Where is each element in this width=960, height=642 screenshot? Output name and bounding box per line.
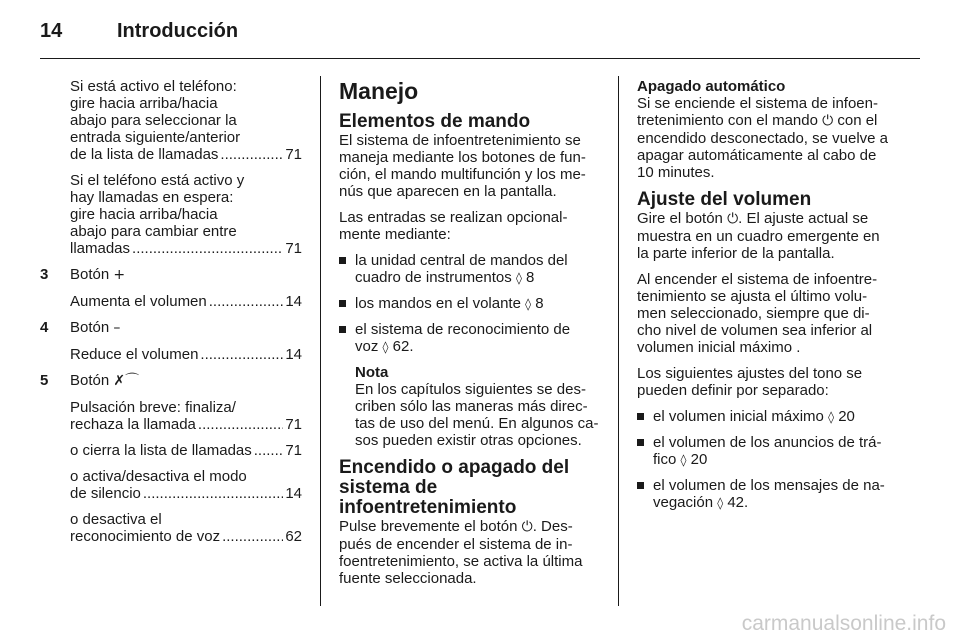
paragraph: Al encender el sistema de infoentre- tenimiento se ajusta el último volu- men seleccionado, siempre que di- cho nivel de volumen sea inferior al volumen inicial máximo . bbox=[637, 271, 878, 356]
item-3: 3 Botón + bbox=[40, 266, 126, 283]
page-ref[interactable]: 20 bbox=[838, 408, 855, 425]
column-1: Si está activo el teléfono: gire hacia arriba/hacia abajo para seleccionar la entrada siguiente/anterior de la lista de llamadas ..... 71 Si el teléfono está activo y hay llamadas en espera: gire hacia arriba/hacia abajo para cambiar entre llamadas ..... 71 3 Botón + Aumenta el volumen ..... 14 4 Botón – Reduce el volumen ..... 14 5 Botón ✗⌒ Pulsación breve: finaliza/ rechaza la llamada ..... 71 o cierra la lista de llamadas ..... 71 o activa/desactiva el modo de silencio ..... 14 o desactiva el reconocimiento de voz ..... 62 bbox=[40, 78, 302, 554]
toc-row: rechaza la llamada ..... 71 bbox=[70, 416, 302, 433]
page-ref-arrow-icon: ◊ bbox=[680, 453, 687, 467]
page-ref[interactable]: 42 bbox=[727, 494, 745, 511]
column-divider-2 bbox=[618, 76, 619, 606]
list-item: el volumen inicial máximo ◊ 20 bbox=[637, 408, 903, 426]
page-number: 14 bbox=[40, 20, 63, 42]
list-item: los mandos en el volante ◊ 8 bbox=[339, 295, 605, 313]
list-item: el volumen de los mensajes de na- vegación ◊ 42. bbox=[637, 477, 903, 512]
page-ref-arrow-icon: ◊ bbox=[828, 410, 835, 424]
page-ref[interactable]: 8 bbox=[535, 295, 544, 312]
header-divider bbox=[40, 58, 920, 59]
chapter-heading: Manejo bbox=[339, 78, 419, 104]
page-header bbox=[0, 0, 960, 58]
paragraph: Las entradas se realizan opcional- mente mediante: bbox=[339, 209, 568, 243]
section-title: Introducción bbox=[117, 20, 239, 42]
column-2 bbox=[339, 78, 605, 596]
toc-row: de silencio ..... 14 bbox=[70, 485, 302, 502]
subsection-heading: Apagado automático bbox=[637, 78, 786, 95]
page-ref-arrow-icon: ◊ bbox=[382, 340, 389, 354]
note-title: Nota bbox=[355, 364, 389, 381]
bullet-square-icon bbox=[339, 257, 346, 264]
page-ref[interactable]: 14 bbox=[285, 485, 302, 502]
page-ref[interactable]: 71 bbox=[285, 442, 302, 459]
toc-row: Aumenta el volumen ..... 14 bbox=[70, 293, 302, 310]
paragraph: El sistema de infoentretenimiento se maneja mediante los botones de fun- ción, el mando multifunción y los me- nús que aparecen en la pantalla. bbox=[339, 132, 586, 200]
bullet-square-icon bbox=[637, 413, 644, 420]
list-item: el sistema de reconocimiento de voz ◊ 62. bbox=[339, 321, 605, 356]
entry-scroll-calls: Si está activo el teléfono: gire hacia arriba/hacia abajo para seleccionar la entrada siguiente/anterior de la lista de llamadas ..... 71 bbox=[40, 78, 302, 163]
subsection-heading: Ajuste del volumen bbox=[637, 189, 812, 210]
power-icon: ⏻ bbox=[727, 211, 739, 227]
page-ref[interactable]: 71 bbox=[285, 240, 302, 257]
power-icon: ⏻ bbox=[521, 519, 533, 535]
page-ref[interactable]: 20 bbox=[690, 451, 708, 468]
page-ref[interactable]: 71 bbox=[285, 416, 302, 433]
mute-hangup-icon: ✗⌒ bbox=[113, 373, 140, 389]
toc-row: o cierra la lista de llamadas ..... 71 bbox=[70, 442, 302, 459]
item-number: 5 bbox=[40, 372, 49, 389]
page-ref[interactable]: 8 bbox=[526, 269, 535, 286]
note-box: Nota En los capítulos siguientes se des- criben sólo las maneras más direc- tas de uso del menú. En algunos ca- sos pueden existir otras opciones. bbox=[339, 364, 605, 449]
entry-switch-calls: Si el teléfono está activo y hay llamadas en espera: gire hacia arriba/hacia abajo para cambiar entre llamadas ..... 71 bbox=[40, 172, 302, 257]
toc-row: llamadas ..... 71 bbox=[70, 240, 302, 257]
bullet-square-icon bbox=[637, 439, 644, 446]
bullet-square-icon bbox=[339, 326, 346, 333]
item-number: 3 bbox=[40, 266, 49, 283]
page-ref[interactable]: 62 bbox=[285, 528, 302, 545]
paragraph: Si se enciende el sistema de infoen- tretenimiento con el mando ⏻ con el encendido desconectado, se vuelve a apagar automáticamente al cabo de 10 minutes. bbox=[637, 95, 889, 181]
minus-icon: – bbox=[113, 320, 121, 336]
column-divider-1 bbox=[320, 76, 321, 606]
paragraph: Los siguientes ajustes del tono se pueden definir por separado: bbox=[637, 365, 863, 399]
column-3 bbox=[637, 78, 903, 520]
page-ref[interactable]: 14 bbox=[285, 293, 302, 310]
watermark: carmanualsonline.info bbox=[741, 612, 946, 635]
toc-row: Reduce el volumen ..... 14 bbox=[70, 346, 302, 363]
list-item: la unidad central de mandos del cuadro de instrumentos ◊ 8 bbox=[339, 252, 605, 287]
page-ref-arrow-icon: ◊ bbox=[717, 496, 724, 510]
page-ref[interactable]: 62 bbox=[392, 338, 410, 355]
bullet-square-icon bbox=[339, 300, 346, 307]
page-ref-arrow-icon: ◊ bbox=[515, 271, 522, 285]
power-icon: ⏻ bbox=[822, 113, 834, 129]
toc-row: reconocimiento de voz ..... 62 bbox=[70, 528, 302, 545]
item-4: 4 Botón – bbox=[40, 319, 121, 336]
bullet-square-icon bbox=[637, 482, 644, 489]
page-ref-arrow-icon: ◊ bbox=[525, 297, 532, 311]
subsection-heading: Encendido o apagado del sistema de infoentretenimiento bbox=[339, 457, 570, 518]
page-ref[interactable]: 71 bbox=[285, 146, 302, 163]
item-5: 5 Botón ✗⌒ bbox=[40, 372, 140, 389]
toc-row: de la lista de llamadas ..... 71 bbox=[70, 146, 302, 163]
item-number: 4 bbox=[40, 319, 49, 336]
plus-icon: + bbox=[113, 267, 126, 283]
list-item: el volumen de los anuncios de trá- fico ◊ 20 bbox=[637, 434, 903, 469]
page-ref[interactable]: 14 bbox=[285, 346, 302, 363]
subsection-heading: Elementos de mando bbox=[339, 111, 531, 132]
paragraph: Gire el botón ⏻. El ajuste actual se muestra en un cuadro emergente en la parte inferior de la pantalla. bbox=[637, 210, 880, 262]
paragraph: Pulse brevemente el botón ⏻. Des- pués de encender el sistema de in- foentretenimiento, se activa la última fuente seleccionada. bbox=[339, 518, 583, 587]
